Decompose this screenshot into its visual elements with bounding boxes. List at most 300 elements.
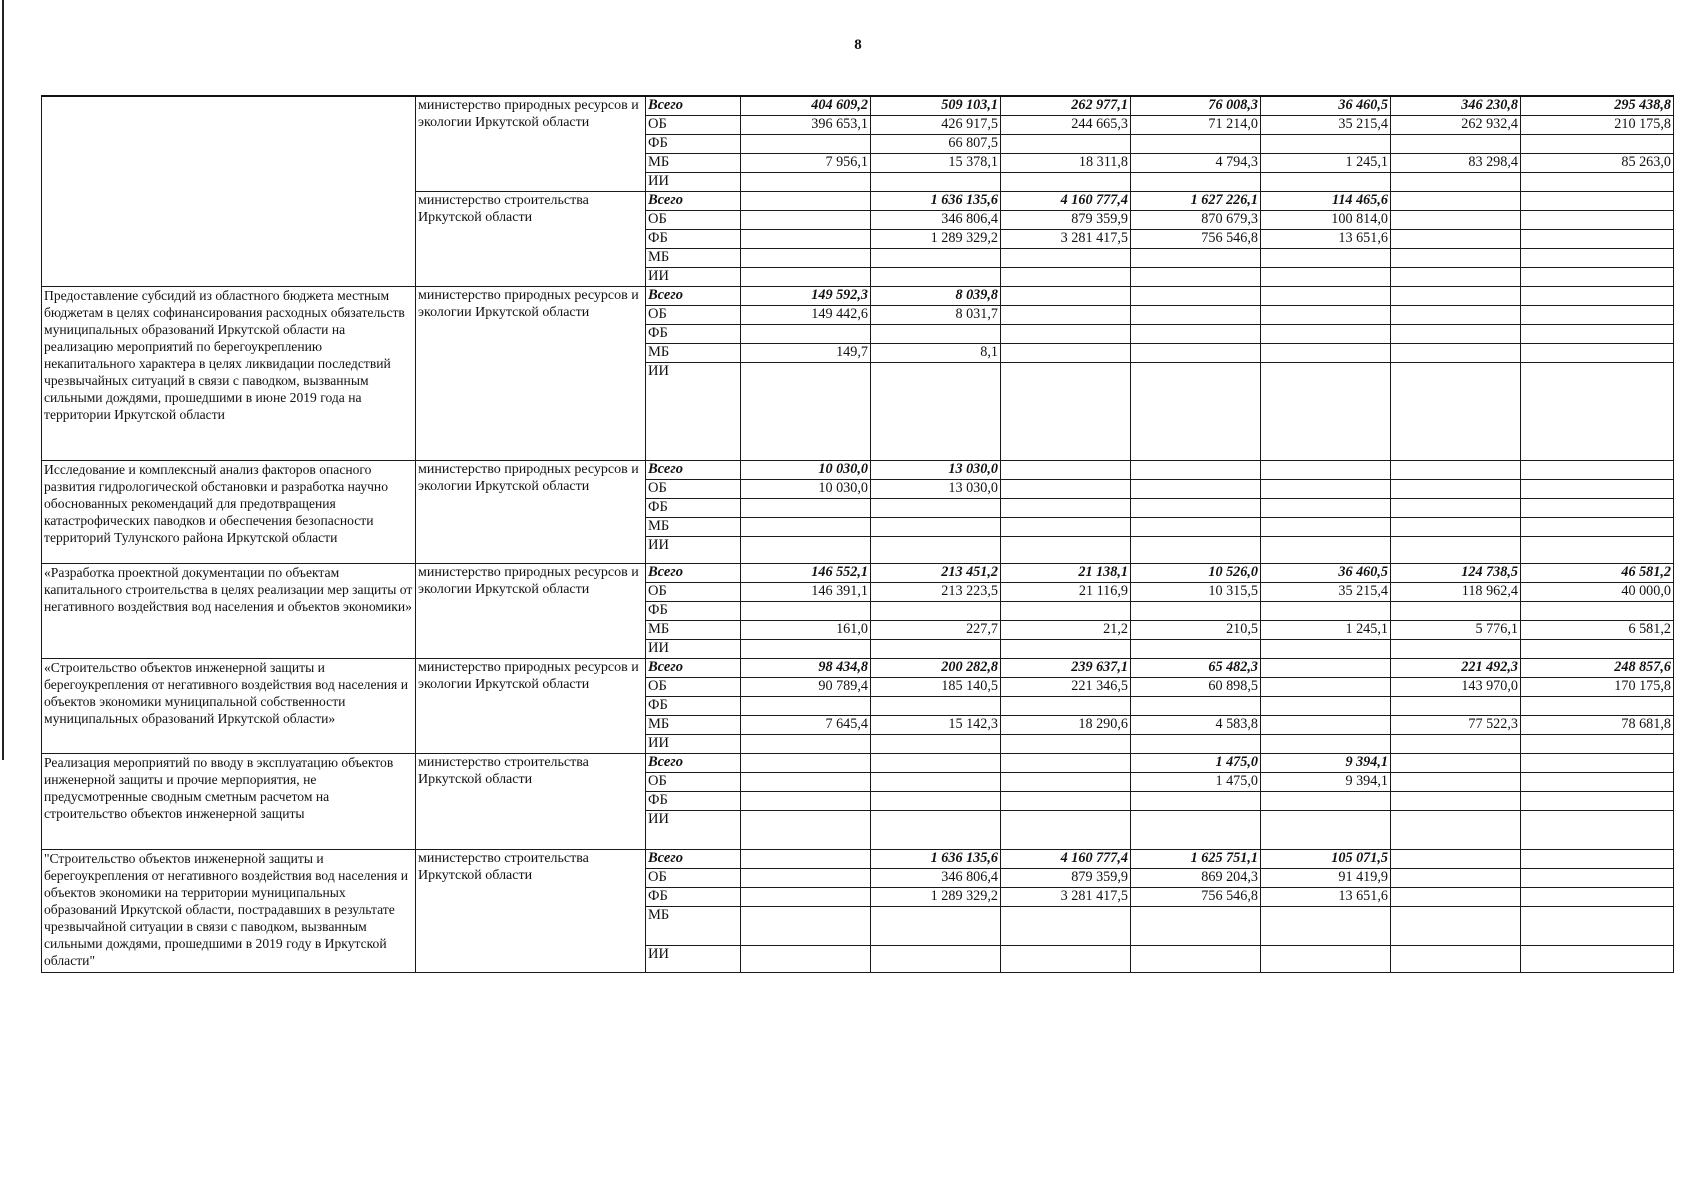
table-row <box>42 849 1674 868</box>
amount-cell <box>1391 517 1521 536</box>
amount-cell <box>1391 810 1521 849</box>
amount-cell: 5 776,1 <box>1391 620 1521 639</box>
amount-cell <box>741 517 871 536</box>
amount-cell: 13 030,0 <box>871 479 1001 498</box>
funding-source: МБ <box>646 715 741 734</box>
amount-cell <box>1001 517 1131 536</box>
amount-cell: 66 807,5 <box>871 134 1001 153</box>
amount-cell <box>1391 791 1521 810</box>
amount-cell: 3 281 417,5 <box>1001 887 1131 906</box>
amount-cell <box>1261 658 1391 677</box>
amount-cell: 9 394,1 <box>1261 753 1391 772</box>
amount-cell: 78 681,8 <box>1521 715 1674 734</box>
amount-cell <box>871 753 1001 772</box>
amount-cell: 3 281 417,5 <box>1001 229 1131 248</box>
amount-cell: 60 898,5 <box>1131 677 1261 696</box>
amount-cell <box>871 248 1001 267</box>
amount-cell <box>1131 324 1261 343</box>
amount-cell: 346 806,4 <box>871 210 1001 229</box>
activity-description: «Строительство объектов инженерной защиты и берегоукрепления от негативного воздействия вод населения и объектов экономики муниципальной собственности муниципальных образований Иркутской области» <box>42 658 416 753</box>
amount-cell <box>1261 639 1391 658</box>
amount-cell <box>741 887 871 906</box>
amount-cell: 1 245,1 <box>1261 620 1391 639</box>
amount-cell <box>1001 343 1131 362</box>
amount-cell <box>1001 286 1131 305</box>
amount-cell: 118 962,4 <box>1391 582 1521 601</box>
funding-source: Всего <box>646 286 741 305</box>
amount-cell <box>1391 479 1521 498</box>
amount-cell <box>1261 536 1391 563</box>
activity-description: "Строительство объектов инженерной защиты и берегоукрепления от негативного воздействия вод населения и объектов экономики на территории муниципальных образований Иркутской области, пострадавших в результате чрезвычайной ситуации в связи с паводком, вызванным сильными дождями, прошедшими в 2019 году в Иркутской области" <box>42 849 416 972</box>
amount-cell: 1 636 135,6 <box>871 191 1001 210</box>
amount-cell: 10 030,0 <box>741 479 871 498</box>
amount-cell: 35 215,4 <box>1261 582 1391 601</box>
amount-cell: 10 315,5 <box>1131 582 1261 601</box>
table-row <box>42 460 1674 479</box>
amount-cell <box>1391 134 1521 153</box>
amount-cell: 71 214,0 <box>1131 115 1261 134</box>
amount-cell <box>1261 677 1391 696</box>
amount-cell <box>871 498 1001 517</box>
funding-source: ФБ <box>646 696 741 715</box>
amount-cell <box>1261 305 1391 324</box>
amount-cell <box>1001 639 1131 658</box>
amount-cell <box>1261 479 1391 498</box>
amount-cell <box>1131 517 1261 536</box>
amount-cell <box>1131 172 1261 191</box>
amount-cell: 7 956,1 <box>741 153 871 172</box>
amount-cell <box>741 906 871 945</box>
amount-cell: 1 627 226,1 <box>1131 191 1261 210</box>
amount-cell <box>1001 479 1131 498</box>
amount-cell: 13 651,6 <box>1261 887 1391 906</box>
amount-cell <box>1261 734 1391 753</box>
amount-cell <box>1131 134 1261 153</box>
amount-cell: 8 039,8 <box>871 286 1001 305</box>
activity-description: Исследование и комплексный анализ факторов опасного развития гидрологической обстановки и разработка научно обоснованных рекомендаций для предотвращения катастрофических паводков и обеспечения безопасности территорий Тулунского района Иркутской области <box>42 460 416 563</box>
amount-cell: 10 526,0 <box>1131 563 1261 582</box>
amount-cell <box>741 267 871 286</box>
amount-cell: 248 857,6 <box>1521 658 1674 677</box>
amount-cell <box>1521 639 1674 658</box>
amount-cell <box>1391 362 1521 460</box>
amount-cell <box>871 517 1001 536</box>
amount-cell: 879 359,9 <box>1001 868 1131 887</box>
amount-cell: 213 451,2 <box>871 563 1001 582</box>
amount-cell <box>1261 286 1391 305</box>
funding-source: ФБ <box>646 134 741 153</box>
funding-source: ФБ <box>646 498 741 517</box>
amount-cell <box>871 696 1001 715</box>
funding-source: МБ <box>646 343 741 362</box>
amount-cell <box>1131 286 1261 305</box>
amount-cell <box>1391 906 1521 945</box>
amount-cell <box>1391 267 1521 286</box>
amount-cell <box>1391 191 1521 210</box>
funding-source: Всего <box>646 658 741 677</box>
amount-cell: 13 030,0 <box>871 460 1001 479</box>
amount-cell: 1 289 329,2 <box>871 887 1001 906</box>
amount-cell <box>871 172 1001 191</box>
amount-cell: 90 789,4 <box>741 677 871 696</box>
amount-cell <box>1261 343 1391 362</box>
amount-cell: 200 282,8 <box>871 658 1001 677</box>
amount-cell <box>1131 479 1261 498</box>
amount-cell <box>1521 791 1674 810</box>
amount-cell <box>1391 639 1521 658</box>
amount-cell <box>1521 305 1674 324</box>
amount-cell: 756 546,8 <box>1131 229 1261 248</box>
activity-description: Реализация мероприятий по вводу в эксплуатацию объектов инженерной защиты и прочие мерпориятия, не предусмотренные сводным сметным расчетом на строительство объектов инженерной защиты <box>42 753 416 849</box>
executor-name: министерство природных ресурсов и экологии Иркутской области <box>416 96 646 191</box>
amount-cell: 509 103,1 <box>871 96 1001 115</box>
amount-cell: 146 552,1 <box>741 563 871 582</box>
amount-cell <box>1391 172 1521 191</box>
amount-cell <box>1521 286 1674 305</box>
funding-source: ФБ <box>646 229 741 248</box>
amount-cell: 870 679,3 <box>1131 210 1261 229</box>
amount-cell <box>1391 460 1521 479</box>
funding-source: Всего <box>646 563 741 582</box>
funding-source: ОБ <box>646 210 741 229</box>
amount-cell: 36 460,5 <box>1261 96 1391 115</box>
amount-cell <box>1001 753 1131 772</box>
funding-source: ИИ <box>646 362 741 460</box>
amount-cell <box>741 191 871 210</box>
amount-cell: 15 142,3 <box>871 715 1001 734</box>
amount-cell <box>1001 601 1131 620</box>
amount-cell: 9 394,1 <box>1261 772 1391 791</box>
funding-source: ОБ <box>646 115 741 134</box>
executor-name: министерство природных ресурсов и экологии Иркутской области <box>416 286 646 460</box>
amount-cell <box>1001 460 1131 479</box>
amount-cell <box>1391 498 1521 517</box>
amount-cell: 8 031,7 <box>871 305 1001 324</box>
amount-cell <box>1131 536 1261 563</box>
amount-cell <box>1521 734 1674 753</box>
amount-cell: 124 738,5 <box>1391 563 1521 582</box>
amount-cell <box>1001 734 1131 753</box>
amount-cell: 346 230,8 <box>1391 96 1521 115</box>
amount-cell: 4 160 777,4 <box>1001 191 1131 210</box>
amount-cell: 869 204,3 <box>1131 868 1261 887</box>
amount-cell: 91 419,9 <box>1261 868 1391 887</box>
amount-cell: 77 522,3 <box>1391 715 1521 734</box>
amount-cell <box>871 772 1001 791</box>
amount-cell <box>741 696 871 715</box>
amount-cell: 426 917,5 <box>871 115 1001 134</box>
amount-cell <box>1521 810 1674 849</box>
amount-cell: 36 460,5 <box>1261 563 1391 582</box>
amount-cell <box>1521 460 1674 479</box>
amount-cell: 756 546,8 <box>1131 887 1261 906</box>
amount-cell <box>1521 772 1674 791</box>
amount-cell <box>1001 324 1131 343</box>
amount-cell: 221 346,5 <box>1001 677 1131 696</box>
amount-cell <box>1391 286 1521 305</box>
amount-cell <box>1261 460 1391 479</box>
amount-cell <box>1001 305 1131 324</box>
funding-source: ИИ <box>646 810 741 849</box>
amount-cell <box>741 791 871 810</box>
amount-cell <box>1391 305 1521 324</box>
activity-description <box>42 96 416 286</box>
amount-cell: 213 223,5 <box>871 582 1001 601</box>
amount-cell <box>1001 772 1131 791</box>
amount-cell <box>1261 362 1391 460</box>
amount-cell: 40 000,0 <box>1521 582 1674 601</box>
amount-cell <box>741 810 871 849</box>
amount-cell: 83 298,4 <box>1391 153 1521 172</box>
amount-cell <box>741 362 871 460</box>
amount-cell <box>1391 343 1521 362</box>
amount-cell <box>1001 696 1131 715</box>
amount-cell <box>741 734 871 753</box>
amount-cell <box>1521 210 1674 229</box>
amount-cell <box>1521 887 1674 906</box>
amount-cell: 35 215,4 <box>1261 115 1391 134</box>
amount-cell <box>1521 849 1674 868</box>
amount-cell <box>741 772 871 791</box>
amount-cell <box>741 601 871 620</box>
amount-cell: 262 932,4 <box>1391 115 1521 134</box>
table-row <box>42 96 1674 115</box>
activity-description: «Разработка проектной документации по объектам капитального строительства в целях реализации мер защиты от негативного воздействия вод населения и объектов экономики» <box>42 563 416 658</box>
amount-cell <box>1521 498 1674 517</box>
amount-cell <box>1391 248 1521 267</box>
executor-name: министерство природных ресурсов и экологии Иркутской области <box>416 658 646 753</box>
amount-cell <box>1001 810 1131 849</box>
amount-cell <box>871 324 1001 343</box>
amount-cell <box>1261 267 1391 286</box>
amount-cell <box>871 267 1001 286</box>
funding-source: МБ <box>646 906 741 945</box>
amount-cell: 85 263,0 <box>1521 153 1674 172</box>
amount-cell <box>1521 229 1674 248</box>
amount-cell: 146 391,1 <box>741 582 871 601</box>
table-row <box>42 286 1674 305</box>
amount-cell <box>1391 324 1521 343</box>
amount-cell <box>741 134 871 153</box>
amount-cell <box>741 324 871 343</box>
funding-source: ОБ <box>646 677 741 696</box>
amount-cell <box>1131 248 1261 267</box>
amount-cell <box>1391 887 1521 906</box>
funding-source: ФБ <box>646 324 741 343</box>
amount-cell <box>1261 715 1391 734</box>
budget-table <box>41 95 1674 973</box>
amount-cell <box>1001 498 1131 517</box>
funding-source: Всего <box>646 753 741 772</box>
amount-cell: 13 651,6 <box>1261 229 1391 248</box>
executor-name: министерство строительства Иркутской области <box>416 753 646 849</box>
amount-cell: 143 970,0 <box>1391 677 1521 696</box>
amount-cell: 7 645,4 <box>741 715 871 734</box>
funding-source: ИИ <box>646 734 741 753</box>
amount-cell <box>1261 906 1391 945</box>
amount-cell <box>1131 498 1261 517</box>
amount-cell <box>1521 945 1674 972</box>
amount-cell <box>1001 267 1131 286</box>
amount-cell <box>871 601 1001 620</box>
amount-cell: 76 008,3 <box>1131 96 1261 115</box>
amount-cell <box>1391 849 1521 868</box>
amount-cell <box>1131 810 1261 849</box>
amount-cell: 227,7 <box>871 620 1001 639</box>
amount-cell: 4 160 777,4 <box>1001 849 1131 868</box>
amount-cell: 21,2 <box>1001 620 1131 639</box>
amount-cell <box>741 210 871 229</box>
amount-cell: 262 977,1 <box>1001 96 1131 115</box>
amount-cell <box>1521 696 1674 715</box>
amount-cell <box>1131 906 1261 945</box>
funding-source: ОБ <box>646 868 741 887</box>
amount-cell <box>1001 362 1131 460</box>
amount-cell: 170 175,8 <box>1521 677 1674 696</box>
amount-cell: 65 482,3 <box>1131 658 1261 677</box>
amount-cell: 221 492,3 <box>1391 658 1521 677</box>
amount-cell: 18 290,6 <box>1001 715 1131 734</box>
page-number: 8 <box>854 37 862 53</box>
amount-cell <box>1001 172 1131 191</box>
funding-source: Всего <box>646 460 741 479</box>
amount-cell <box>1521 134 1674 153</box>
amount-cell <box>871 734 1001 753</box>
amount-cell <box>1131 639 1261 658</box>
amount-cell <box>1521 868 1674 887</box>
amount-cell <box>1131 601 1261 620</box>
amount-cell <box>741 248 871 267</box>
amount-cell <box>741 753 871 772</box>
amount-cell <box>1131 696 1261 715</box>
amount-cell <box>1261 945 1391 972</box>
funding-source: ИИ <box>646 536 741 563</box>
funding-source: ФБ <box>646 791 741 810</box>
amount-cell: 404 609,2 <box>741 96 871 115</box>
amount-cell <box>1001 945 1131 972</box>
amount-cell <box>1391 229 1521 248</box>
funding-source: ФБ <box>646 601 741 620</box>
funding-source: ИИ <box>646 172 741 191</box>
amount-cell: 105 071,5 <box>1261 849 1391 868</box>
table-row <box>42 658 1674 677</box>
amount-cell <box>871 945 1001 972</box>
amount-cell <box>1131 945 1261 972</box>
amount-cell <box>1131 362 1261 460</box>
amount-cell <box>1521 601 1674 620</box>
amount-cell <box>871 639 1001 658</box>
amount-cell <box>1521 248 1674 267</box>
amount-cell: 149 442,6 <box>741 305 871 324</box>
amount-cell <box>1261 324 1391 343</box>
amount-cell: 21 116,9 <box>1001 582 1131 601</box>
amount-cell <box>1391 734 1521 753</box>
amount-cell: 1 245,1 <box>1261 153 1391 172</box>
amount-cell <box>871 362 1001 460</box>
funding-source: Всего <box>646 96 741 115</box>
amount-cell: 1 289 329,2 <box>871 229 1001 248</box>
amount-cell <box>1261 601 1391 620</box>
amount-cell: 1 475,0 <box>1131 753 1261 772</box>
amount-cell <box>1001 906 1131 945</box>
amount-cell: 210 175,8 <box>1521 115 1674 134</box>
funding-source: ОБ <box>646 772 741 791</box>
amount-cell: 100 814,0 <box>1261 210 1391 229</box>
table-row <box>42 563 1674 582</box>
amount-cell <box>871 791 1001 810</box>
funding-source: ОБ <box>646 305 741 324</box>
funding-source: Всего <box>646 191 741 210</box>
amount-cell <box>1391 696 1521 715</box>
amount-cell <box>1521 517 1674 536</box>
funding-source: МБ <box>646 620 741 639</box>
amount-cell <box>1521 536 1674 563</box>
amount-cell: 210,5 <box>1131 620 1261 639</box>
amount-cell <box>1391 210 1521 229</box>
amount-cell <box>1391 601 1521 620</box>
executor-name: министерство природных ресурсов и экологии Иркутской области <box>416 563 646 658</box>
amount-cell <box>1131 734 1261 753</box>
amount-cell: 10 030,0 <box>741 460 871 479</box>
funding-source: МБ <box>646 248 741 267</box>
amount-cell: 185 140,5 <box>871 677 1001 696</box>
amount-cell: 1 636 135,6 <box>871 849 1001 868</box>
amount-cell: 346 806,4 <box>871 868 1001 887</box>
amount-cell <box>1521 172 1674 191</box>
amount-cell: 149 592,3 <box>741 286 871 305</box>
amount-cell <box>1521 906 1674 945</box>
table-row <box>42 753 1674 772</box>
amount-cell: 161,0 <box>741 620 871 639</box>
amount-cell <box>1131 791 1261 810</box>
executor-name: министерство строительства Иркутской области <box>416 191 646 286</box>
activity-description: Предоставление субсидий из областного бюджета местным бюджетам в целях софинансирования расходных обязательств муниципальных образований Иркутской области на реализацию мероприятий по берегоукреплению некапитального характера в целях ликвидации последствий чрезвычайных ситуаций в связи с паводком, вызванным сильными дождями, прошедшими в июне 2019 года на территории Иркутской области <box>42 286 416 460</box>
amount-cell <box>1131 305 1261 324</box>
amount-cell: 46 581,2 <box>1521 563 1674 582</box>
amount-cell <box>871 810 1001 849</box>
amount-cell: 18 311,8 <box>1001 153 1131 172</box>
amount-cell <box>741 639 871 658</box>
amount-cell <box>1001 536 1131 563</box>
amount-cell <box>1521 753 1674 772</box>
amount-cell <box>1391 753 1521 772</box>
funding-source: ФБ <box>646 887 741 906</box>
funding-source: МБ <box>646 517 741 536</box>
amount-cell <box>741 498 871 517</box>
amount-cell: 244 665,3 <box>1001 115 1131 134</box>
amount-cell: 295 438,8 <box>1521 96 1674 115</box>
amount-cell: 4 794,3 <box>1131 153 1261 172</box>
funding-source: Всего <box>646 849 741 868</box>
amount-cell: 239 637,1 <box>1001 658 1131 677</box>
amount-cell: 4 583,8 <box>1131 715 1261 734</box>
amount-cell <box>1261 134 1391 153</box>
amount-cell <box>1521 343 1674 362</box>
amount-cell <box>1261 498 1391 517</box>
amount-cell <box>741 945 871 972</box>
amount-cell <box>1521 362 1674 460</box>
amount-cell <box>741 849 871 868</box>
amount-cell: 149,7 <box>741 343 871 362</box>
executor-name: министерство строительства Иркутской области <box>416 849 646 972</box>
amount-cell <box>871 906 1001 945</box>
amount-cell <box>1001 791 1131 810</box>
amount-cell <box>1521 267 1674 286</box>
amount-cell <box>1131 460 1261 479</box>
amount-cell <box>741 868 871 887</box>
amount-cell <box>1391 772 1521 791</box>
funding-source: ОБ <box>646 479 741 498</box>
